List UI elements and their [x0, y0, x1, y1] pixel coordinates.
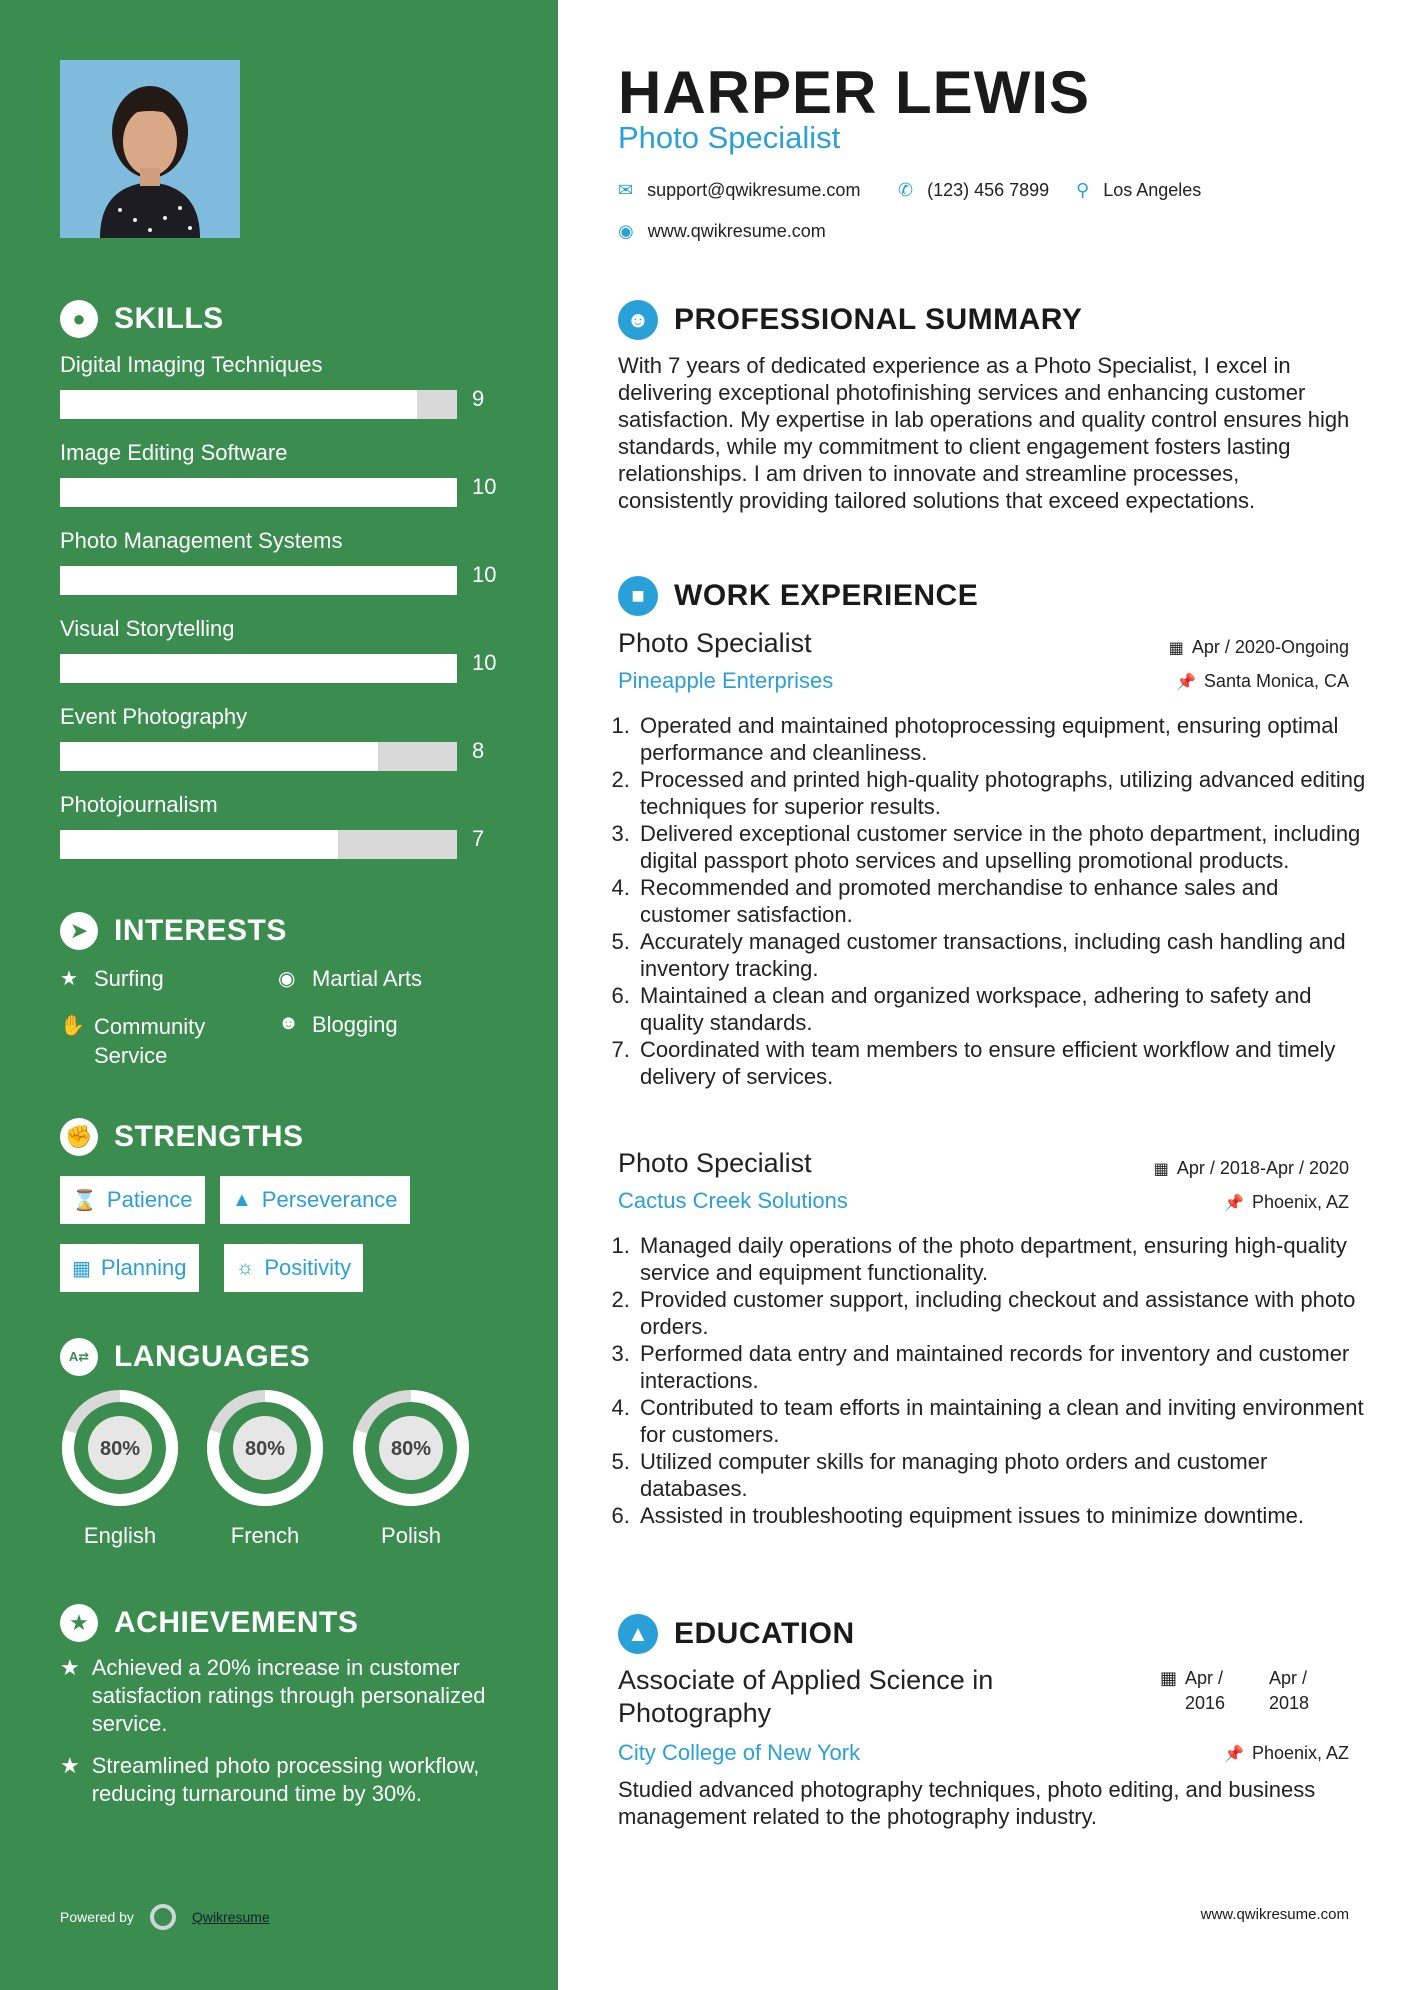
star-badge-icon: ★: [60, 1604, 98, 1642]
strength-chip: [220, 1176, 410, 1224]
candidate-name: HARPER LEWIS: [618, 59, 1091, 126]
interest-item: [278, 966, 422, 992]
interest-item: [60, 966, 164, 992]
summary-header: [618, 300, 1082, 340]
lightbulb-icon: ●: [60, 300, 98, 338]
achievement-text: Achieved a 20% increase in customer satisfaction ratings through personalized service.: [91, 1655, 486, 1736]
languages-header: [60, 1338, 310, 1376]
users-icon: ☻: [278, 1012, 300, 1034]
list-item: 4. Recommended and promoted merchandise to enhance sales and customer satisfaction.: [636, 874, 1371, 928]
skills-title: SKILLS: [114, 302, 224, 335]
job-location: [1224, 1192, 1349, 1213]
skill-item: [60, 792, 500, 859]
language-icon: A⇄: [60, 1338, 98, 1376]
language-percent: 80%: [244, 1438, 286, 1460]
skill-bar-fill: [60, 478, 457, 507]
skill-bar: [60, 830, 457, 859]
strengths-header: [60, 1118, 304, 1156]
skill-name: Image Editing Software: [60, 440, 288, 465]
skill-value: 10: [472, 650, 497, 675]
skill-bar: [60, 654, 457, 683]
skill-value: 10: [472, 474, 497, 499]
strengths-title: STRENGTHS: [114, 1120, 304, 1153]
list-item: 2. Provided customer support, including checkout and assistance with photo orders.: [636, 1286, 1371, 1340]
skill-bar-fill: [60, 742, 378, 771]
list-item: 7. Coordinated with team members to ensure efficient workflow and timely delivery of services.: [636, 1036, 1371, 1090]
education-start: Apr / 2016: [1185, 1668, 1226, 1713]
contact-location: [1076, 180, 1201, 201]
job-location-text: Phoenix, AZ: [1251, 1192, 1349, 1212]
job-bullets: [618, 1232, 1371, 1529]
degree-title: Associate of Applied Science in Photography: [618, 1665, 994, 1728]
skill-bar-fill: [60, 654, 457, 683]
education-description: Studied advanced photography techniques, photo editing, and business management related to the photography industry.: [618, 1777, 1316, 1829]
strength-chip: [224, 1244, 363, 1292]
skill-value: 8: [472, 738, 485, 763]
skill-item: [60, 616, 500, 683]
job-title: Photo Specialist: [618, 1148, 812, 1178]
experience-header: [618, 576, 978, 616]
skill-name: Event Photography: [60, 704, 248, 729]
skills-header: [60, 300, 224, 338]
languages-title: LANGUAGES: [114, 1340, 311, 1373]
user-icon: ☻: [618, 300, 658, 340]
skill-bar-fill: [60, 566, 457, 595]
location-text: Los Angeles: [1103, 180, 1202, 200]
phone-text: (123) 456 7899: [927, 180, 1050, 200]
footer-url[interactable]: www.qwikresume.com: [1200, 1906, 1349, 1923]
language-item: [58, 1388, 182, 1549]
interests-title: INTERESTS: [114, 914, 287, 947]
road-icon: ▲: [232, 1188, 252, 1211]
skill-value: 7: [472, 826, 485, 851]
language-percent: 80%: [99, 1438, 141, 1460]
website-text: www.qwikresume.com: [647, 221, 826, 241]
summary-title: PROFESSIONAL SUMMARY: [674, 303, 1083, 336]
calendar-icon: ▦: [72, 1257, 91, 1280]
calendar-icon: ▦: [1168, 639, 1184, 657]
interest-item: [60, 1012, 260, 1070]
job-bullets: [618, 712, 1371, 1090]
email-text: support@qwikresume.com: [647, 180, 861, 200]
achievements-title: ACHIEVEMENTS: [114, 1606, 359, 1639]
contact-website[interactable]: [618, 221, 826, 242]
list-item: 4. Contributed to team efforts in maintaining a clean and inviting environment for customers.: [636, 1394, 1371, 1448]
education-location: [1224, 1743, 1349, 1764]
education-header: [618, 1614, 855, 1654]
education-end: Apr / 2018: [1269, 1668, 1310, 1713]
achievement-text: Streamlined photo processing workflow, reducing turnaround time by 30%.: [91, 1753, 480, 1806]
profile-photo: [60, 60, 240, 238]
calendar-icon: ▦: [1160, 1668, 1178, 1688]
sidebar: [0, 0, 558, 1990]
hand-icon: ✋: [60, 1015, 85, 1037]
language-item: [203, 1388, 327, 1549]
education-location-text: Phoenix, AZ: [1251, 1743, 1349, 1763]
job-dates-text: Apr / 2018-Apr / 2020: [1176, 1158, 1349, 1178]
language-ring: [205, 1388, 325, 1508]
interest-label: Surfing: [94, 966, 164, 991]
hourglass-icon: ⌛: [72, 1189, 97, 1212]
job-title: Photo Specialist: [618, 628, 812, 658]
map-pin-icon: ⚲: [1076, 180, 1090, 200]
education-dates: [1160, 1666, 1329, 1716]
skill-bar-fill: [60, 830, 338, 859]
job-location-text: Santa Monica, CA: [1203, 671, 1349, 691]
strength-label: Perseverance: [261, 1187, 398, 1212]
achievement-item: [60, 1752, 500, 1808]
job-company: Cactus Creek Solutions: [618, 1188, 848, 1213]
skill-bar-fill: [60, 390, 417, 419]
phone-icon: ✆: [898, 180, 914, 200]
skill-bar: [60, 478, 457, 507]
shooting-star-icon: ★: [60, 1753, 80, 1778]
summary-text: With 7 years of dedicated experience as a Photo Specialist, I excel in delivering exceptional photofinishing services and enhancing customer satisfaction. My expertise in lab operations and quality control ensures high standards, while my commitment to client engagement fosters lasting relationships. I am driven to innovate and streamline processes, consistently providing tailored solutions that exceed expectations.: [618, 353, 1350, 513]
language-ring: [351, 1388, 471, 1508]
language-item: [349, 1388, 473, 1549]
strength-chip: [60, 1244, 199, 1292]
experience-title: WORK EXPERIENCE: [674, 579, 979, 612]
school-name: City College of New York: [618, 1740, 861, 1765]
pin-icon: 📌: [1224, 1745, 1244, 1763]
interest-item: [278, 1012, 398, 1038]
skill-bar: [60, 390, 457, 419]
skill-item: [60, 352, 500, 419]
skill-bar: [60, 742, 457, 771]
contact-phone: [898, 180, 1049, 201]
job-location: [1176, 671, 1349, 692]
interests-header: [60, 912, 287, 950]
skill-name: Photojournalism: [60, 792, 218, 817]
skill-name: Visual Storytelling: [60, 616, 235, 641]
candidate-role: Photo Specialist: [618, 120, 841, 155]
qwikresume-logo-icon: [150, 1904, 176, 1930]
shooting-star-icon: ★: [60, 1655, 80, 1680]
strength-label: Patience: [106, 1187, 193, 1212]
star-icon: ★: [60, 968, 78, 990]
list-item: 5. Accurately managed customer transactions, including cash handling and inventory tracking.: [636, 928, 1371, 982]
skill-name: Digital Imaging Techniques: [60, 352, 323, 377]
language-percent: 80%: [390, 1438, 432, 1460]
skill-bar: [60, 566, 457, 595]
briefcase-icon: ■: [618, 576, 658, 616]
list-item: 3. Delivered exceptional customer service in the photo department, including digital passport photo services and upselling promotional products.: [636, 820, 1371, 874]
graduation-cap-icon: ▲: [618, 1614, 658, 1654]
strength-chip: [60, 1176, 205, 1224]
language-ring: [60, 1388, 180, 1508]
skill-item: [60, 704, 500, 771]
job-dates: [1169, 637, 1349, 658]
sun-icon: ☼: [236, 1256, 255, 1279]
education-title: EDUCATION: [674, 1617, 855, 1650]
language-name: French: [230, 1523, 300, 1548]
list-item: 2. Processed and printed high-quality photographs, utilizing advanced editing techniques for superior results.: [636, 766, 1371, 820]
strength-label: Positivity: [264, 1255, 352, 1280]
skill-name: Photo Management Systems: [60, 528, 343, 553]
globe-icon: ◉: [278, 968, 296, 990]
contact-email[interactable]: [618, 180, 860, 201]
pin-icon: 📌: [1176, 673, 1196, 691]
language-name: English: [83, 1523, 157, 1548]
powered-by: [60, 1904, 270, 1930]
skill-item: [60, 440, 500, 507]
job-company: Pineapple Enterprises: [618, 668, 834, 693]
globe-icon: ◉: [618, 221, 634, 241]
interest-label: Martial Arts: [312, 966, 423, 991]
strength-label: Planning: [100, 1255, 187, 1280]
list-item: 1. Managed daily operations of the photo department, ensuring high-quality service and equipment functionality.: [636, 1232, 1371, 1286]
fist-icon: ✊: [60, 1118, 98, 1156]
skill-value: 10: [472, 562, 497, 587]
envelope-icon: ✉: [618, 180, 634, 200]
job-dates: [1154, 1158, 1349, 1179]
job-dates-text: Apr / 2020-Ongoing: [1191, 637, 1349, 657]
skill-value: 9: [472, 386, 485, 411]
language-name: Polish: [381, 1523, 441, 1548]
pin-icon: 📌: [1224, 1194, 1244, 1212]
achievement-item: [60, 1654, 500, 1738]
list-item: 5. Utilized computer skills for managing photo orders and customer databases.: [636, 1448, 1371, 1502]
paper-plane-icon: ➤: [60, 912, 98, 950]
powered-by-label: Powered by: [60, 1909, 134, 1925]
qwikresume-link[interactable]: Qwikresume: [191, 1909, 270, 1925]
list-item: 6. Maintained a clean and organized workspace, adhering to safety and quality standards.: [636, 982, 1371, 1036]
skill-item: [60, 528, 500, 595]
list-item: 3. Performed data entry and maintained records for inventory and customer interactions.: [636, 1340, 1371, 1394]
calendar-icon: ▦: [1153, 1160, 1169, 1178]
interest-label: Community Service: [94, 1014, 206, 1068]
interest-label: Blogging: [312, 1012, 398, 1037]
achievements-header: [60, 1604, 358, 1642]
list-item: 1. Operated and maintained photoprocessing equipment, ensuring optimal performance and cleanliness.: [636, 712, 1371, 766]
list-item: 6. Assisted in troubleshooting equipment issues to minimize downtime.: [636, 1502, 1371, 1529]
